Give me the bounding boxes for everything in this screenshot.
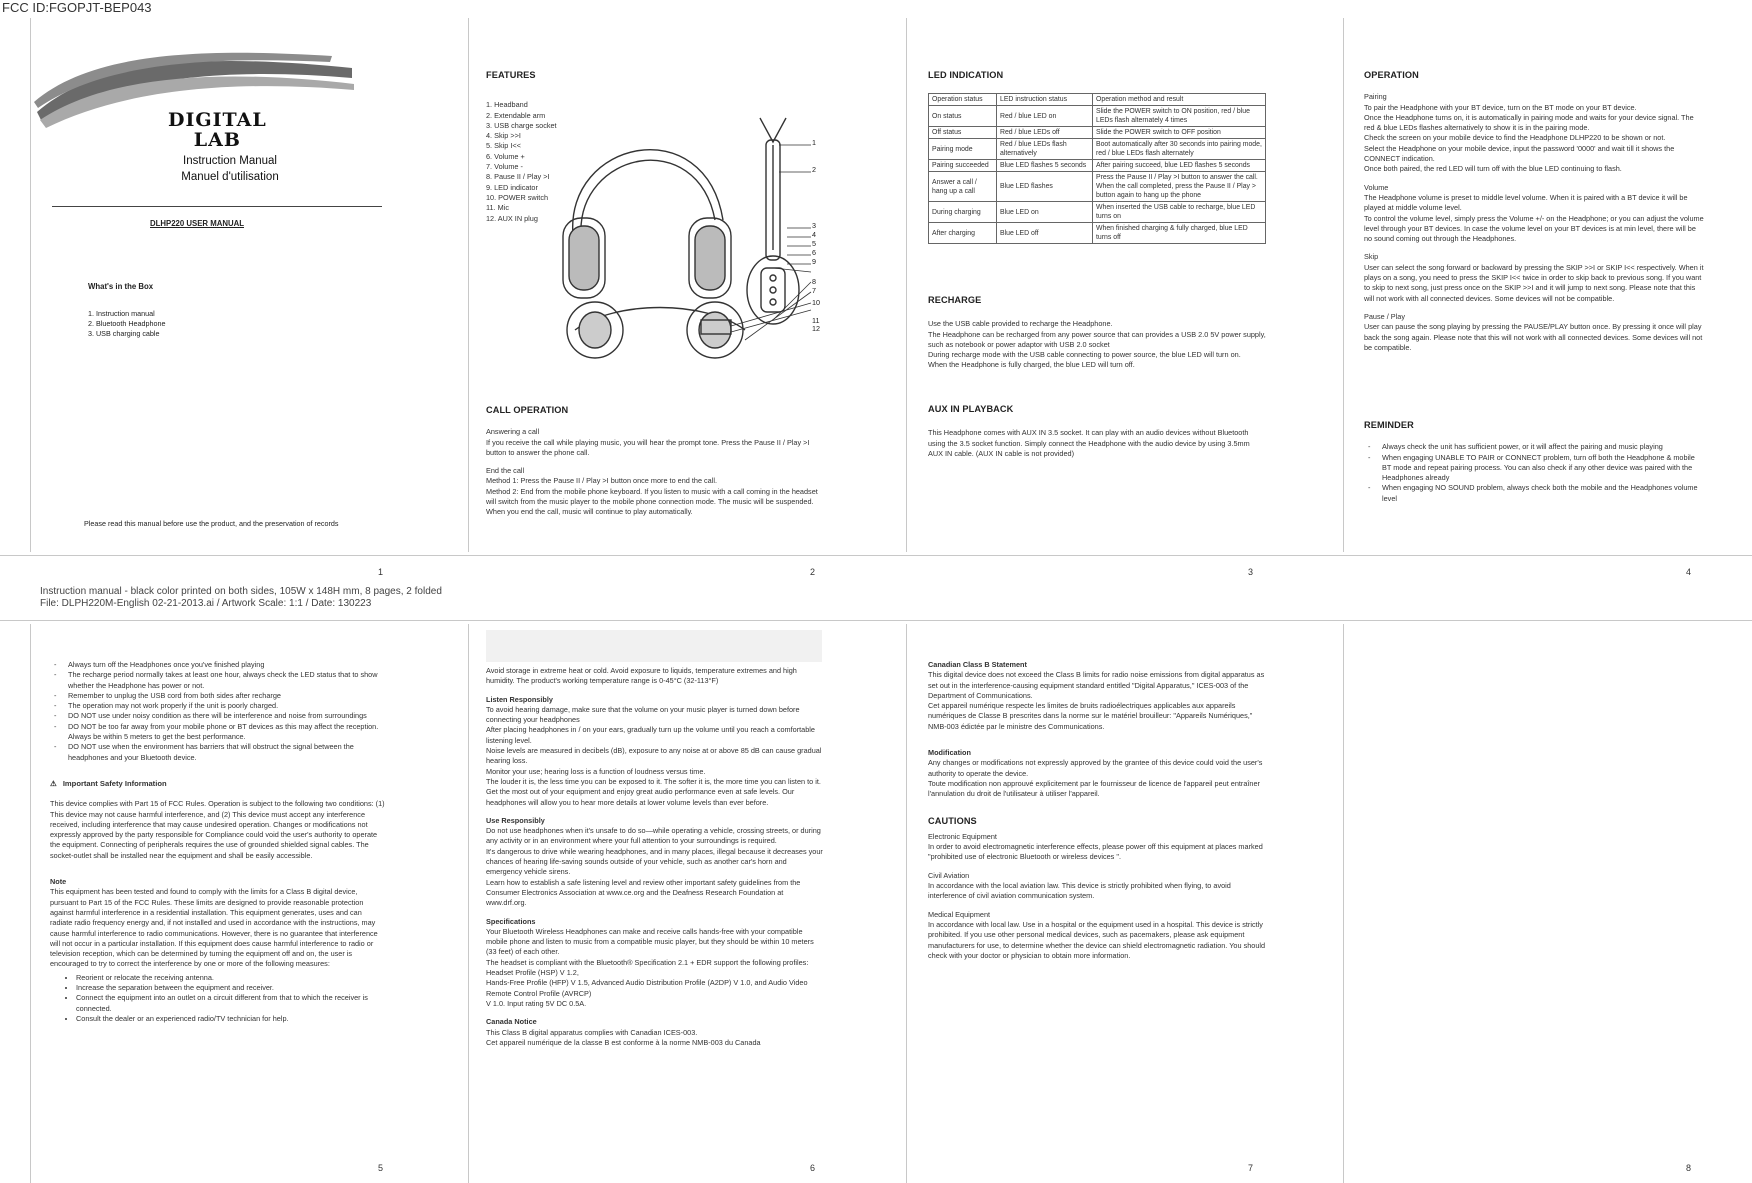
table-cell: Red / blue LED on bbox=[997, 106, 1093, 127]
note-text: This equipment has been tested and found to comply with the limits for a Class B digital device, pursuant to Part 15 of the FCC Rules. These limits are designed to provide reasonable protection against harmful interference in a residential installation. This equipment generates, uses and can radiate radio frequency energy and, if not installed and used in accordance with the instructions, may cause harmful interference to radio communications. However, there is no guarantee that interference will not occur in a particular installation. If this equipment does cause harmful interference to radio or television reception, which can be determined by turning the equipment off and on, the user is encouraged to try to correct the interference by one or more of the following measures: bbox=[50, 887, 378, 969]
table-cell: Off status bbox=[929, 127, 997, 139]
table-cell: After charging bbox=[929, 223, 997, 244]
list-item: - Always check the unit has sufficient power, or it will affect the pairing and music playing bbox=[1382, 442, 1704, 452]
use-responsibly-heading: Use Responsibly bbox=[486, 815, 545, 825]
crop-line bbox=[906, 18, 907, 552]
aux-in-text: This Headphone comes with AUX IN 3.5 socket. It can play with an audio devices without Bluetooth using the 3.5 socket function. Simply connect the Headphone with the audio device by using 3.5mm AUX IN cable. (AUX IN cable is not provided) bbox=[928, 428, 1250, 458]
medical-equipment-text: In accordance with local law. Use in a hospital or the equipment used in a hospital. This device is strictly prohibited. If you use other personal medical devices, such as pacemakers, please ask equipment manufacturers for use, to determine whether the device can shield electromagnetic radiation. You should check with your doctor or physician to obtain more information. bbox=[928, 919, 1266, 960]
modification-text: Any changes or modifications not expressly approved by the grantee of this device could void the user's authority to operate the device. bbox=[928, 758, 1263, 778]
civil-aviation-text: In accordance with the local aviation law. This device is strictly prohibited when flying, to avoid interference of civil aviation communication system. bbox=[928, 881, 1231, 901]
divider bbox=[52, 206, 382, 207]
list-item: - The recharge period normally takes at least one hour, always check the LED status that to show whether the Headphone has power or not. bbox=[68, 670, 386, 691]
recharge-text: During recharge mode with the USB cable connecting to power source, the blue LED will turn on. bbox=[928, 350, 1241, 360]
column-header: Operation status bbox=[929, 94, 997, 106]
list-item: - Always turn off the Headphones once you've finished playing bbox=[68, 660, 386, 670]
list-item: • Reorient or relocate the receiving antenna. bbox=[76, 973, 386, 983]
table-cell: Pairing succeeded bbox=[929, 160, 997, 172]
table-cell: During charging bbox=[929, 202, 997, 223]
callout-label: 6 bbox=[812, 248, 816, 257]
modification-text: Toute modification non approuvé explicitement par le fournisseur de licence de l'appareil peut entraîner l'annulation du droit de l'utilisateur à utiliser l'appareil. bbox=[928, 778, 1260, 799]
callout-label: 5 bbox=[812, 239, 816, 248]
crop-line bbox=[1343, 18, 1344, 552]
artwork-info bbox=[40, 586, 442, 610]
list-item: - DO NOT use when the environment has barriers that will obstruct the signal between the headphones and your Bluetooth device. bbox=[68, 742, 386, 763]
callout-label: 10 bbox=[812, 298, 820, 307]
table-cell: Blue LED off bbox=[997, 223, 1093, 244]
crop-line bbox=[468, 18, 469, 552]
answering-call-heading: Answering a call bbox=[486, 427, 540, 437]
fcc-id-label: FCC ID:FGOPJT-BEP043 bbox=[2, 0, 152, 15]
list-item: 2. Bluetooth Headphone bbox=[88, 319, 166, 328]
pairing-text: Once both paired, the red LED will turn off with the blue LED continuing to flash. bbox=[1364, 164, 1622, 174]
table-row bbox=[929, 223, 1266, 244]
list-item: - When engaging NO SOUND problem, always check both the mobile and the Headphones volume level bbox=[1382, 483, 1704, 504]
storage-text: Avoid storage in extreme heat or cold. Avoid exposure to liquids, temperature extremes and high humidity. The product's working temperature range is 0-45°C (32-113°F) bbox=[486, 666, 797, 686]
crop-line bbox=[30, 18, 31, 552]
column-header: Operation method and result bbox=[1093, 94, 1266, 106]
listen-text: Noise levels are measured in decibels (dB), exposure to any noise at or above 85 dB can cause gradual hearing loss. bbox=[486, 746, 822, 766]
spec-text: The headset is compliant with the Bluetooth® Specification 2.1 + EDR support the following profiles: Headset Profile (HSP) V 1.2, bbox=[486, 957, 809, 978]
brand-logo-line2: LAB bbox=[193, 129, 241, 151]
safety-heading bbox=[50, 779, 386, 789]
list-item: - When engaging UNABLE TO PAIR or CONNECT problem, turn off both the Headphone & mobile BT mode and repeat pairing process. You can also check if any other device was paired with the Headphones already bbox=[1382, 453, 1704, 484]
listen-text: Get the most out of your equipment and enjoy great audio performance even at safe levels. Our headphones will allow you to hear more details at lower volume levels than ever before. bbox=[486, 787, 795, 807]
spec-text: Hands-Free Profile (HFP) V 1.5, Advanced Audio Distribution Profile (A2DP) V 1.0, and Audio Video Remote Control Profile (AVRCP) bbox=[486, 978, 808, 998]
table-cell: Blue LED flashes bbox=[997, 172, 1093, 202]
page-number: 8 bbox=[1686, 1163, 1692, 1173]
specifications-heading: Specifications bbox=[486, 916, 536, 926]
crop-line bbox=[0, 620, 1752, 621]
recharge-heading: RECHARGE bbox=[928, 295, 982, 305]
table-cell: Red / blue LEDs off bbox=[997, 127, 1093, 139]
list-item: • Increase the separation between the equipment and receiver. bbox=[76, 983, 386, 993]
canadian-text: Cet appareil numérique respecte les limites de bruits radioélectriques applicables aux appareils numériques de Classe B prescrites dans la norme sur le matériel brouilleur: "Appareils Numériques," NMB-003 édictée par le ministre des Communications. bbox=[928, 701, 1253, 731]
list-item: 3. USB charging cable bbox=[88, 329, 160, 338]
safety-heading-text: Important Safety Information bbox=[62, 778, 167, 788]
canadian-text: This digital device does not exceed the Class B limits for radio noise emissions from digital apparatus as set out in the interference-causing equipment standard entitled "Digital Apparatus," ICES-003 of the Department of Communications. bbox=[928, 670, 1265, 700]
listen-responsibly-heading: Listen Responsibly bbox=[486, 694, 553, 704]
table-cell: After pairing succeed, blue LED flashes 5 seconds bbox=[1093, 160, 1266, 172]
callout-label: 9 bbox=[812, 257, 816, 266]
list-item: - The operation may not work properly if the unit is poorly charged. bbox=[68, 701, 386, 711]
callout-label: 7 bbox=[812, 286, 816, 295]
list-item: 7. Volume - bbox=[486, 162, 523, 172]
operation-heading: OPERATION bbox=[1364, 70, 1419, 80]
pairing-text: Check the screen on your mobile device to find the Headphone DLHP220 to be shown or not. bbox=[1364, 133, 1666, 143]
list-item: 9. LED indicator bbox=[486, 182, 538, 192]
table-cell: When finished charging & fully charged, blue LED turns off bbox=[1093, 223, 1266, 244]
list-item: 8. Pause II / Play >I bbox=[486, 172, 550, 182]
table-cell: Slide the POWER switch to ON position, red / blue LEDs flash alternately 4 times bbox=[1093, 106, 1266, 127]
page-number: 6 bbox=[810, 1163, 816, 1173]
end-call-method-2: Method 2: End from the mobile phone keyboard. If you listen to music with a call coming in the headset will switch from the music player to the mobile phone connection mode. The music will be suspended. When you end the call, music will continue to play automatically. bbox=[486, 486, 818, 517]
table-cell: Answer a call / hang up a call bbox=[929, 172, 997, 202]
cover-title bbox=[130, 153, 330, 185]
list-item: 5. Skip I<< bbox=[486, 141, 521, 151]
aux-in-heading: AUX IN PLAYBACK bbox=[928, 404, 1014, 414]
table-cell: Blue LED on bbox=[997, 202, 1093, 223]
volume-text: To control the volume level, simply press the Volume +/- on the Headphone; or you can adjust the volume level through your BT devices. In case the volume level on your BT devices is at min level, there will be no sound coming out through the Headphones. bbox=[1364, 213, 1704, 244]
brand-logo bbox=[168, 110, 267, 150]
table-cell: Blue LED flashes 5 seconds bbox=[997, 160, 1093, 172]
table-row bbox=[929, 106, 1266, 127]
use-text: Learn how to establish a safe listening level and review other important safety guidelines from the Consumer Electronics Association at www.ce.org and the Deafness Research Foundation at www.drf.org. bbox=[486, 877, 801, 908]
measures-list bbox=[50, 973, 386, 1024]
cautions-heading: CAUTIONS bbox=[928, 815, 977, 826]
volume-heading: Volume bbox=[1364, 182, 1389, 192]
box-contents-list bbox=[88, 309, 166, 339]
cover-title-fr: Manuel d'utilisation bbox=[181, 171, 279, 183]
crop-line bbox=[30, 624, 31, 1183]
recharge-text: When the Headphone is fully charged, the blue LED will turn off. bbox=[928, 360, 1135, 370]
listen-text: After placing headphones in / on your ears, gradually turn up the volume until you reach a comfortable listening level. bbox=[486, 725, 815, 745]
artwork-info-line: File: DLPH220M-English 02-21-2013.ai / Artwork Scale: 1:1 / Date: 130223 bbox=[40, 598, 372, 609]
table-row bbox=[929, 160, 1266, 172]
medical-equipment-heading: Medical Equipment bbox=[928, 909, 991, 919]
table-row bbox=[929, 139, 1266, 160]
spec-text: V 1.0. Input rating 5V DC 0.5A. bbox=[486, 998, 587, 1008]
listen-text: To avoid hearing damage, make sure that the volume on your music player is turned down before connecting your headphones bbox=[486, 704, 800, 725]
cover-title-en: Instruction Manual bbox=[183, 155, 277, 167]
pause-play-heading: Pause / Play bbox=[1364, 311, 1405, 321]
electronic-equipment-heading: Electronic Equipment bbox=[928, 831, 997, 841]
fcc-compliance-text: This device complies with Part 15 of FCC Rules. Operation is subject to the following two conditions: (1) This device may not cause harmful interference, and (2) This device must accept any interference received, including interference that may cause undesired operation. Changes or modifications not expressly approved by the party responsible for Compliance could void the user's authority to operate the equipment. Connecting of peripherals requires the use of grounded shielded signal cables. The socket-outlet shall be installed near the equipment and shall be easily accessible. bbox=[50, 799, 385, 860]
callout-label: 2 bbox=[812, 165, 816, 174]
canada-text: This Class B digital apparatus complies with Canadian ICES-003. bbox=[486, 1027, 698, 1037]
list-item: 3. USB charge socket bbox=[486, 120, 557, 130]
list-item: • Connect the equipment into an outlet on a circuit different from that to which the receiver is connected. bbox=[76, 993, 386, 1014]
table-header-row bbox=[929, 94, 1266, 106]
list-item: 12. AUX IN plug bbox=[486, 213, 538, 223]
list-item: - DO NOT be too far away from your mobile phone or BT devices as this may affect the reception. Always be within 5 meters to get the best performance. bbox=[68, 722, 386, 743]
end-call-heading: End the call bbox=[486, 466, 525, 476]
callout-label: 3 bbox=[812, 221, 816, 230]
pause-play-text: User can pause the song playing by pressing the PAUSE/PLAY button once. By pressing it once will play back the song again. Please note that this will not work with all connected devices. Some devices will not be compatible. bbox=[1364, 322, 1703, 352]
list-item: 4. Skip >>I bbox=[486, 131, 521, 141]
reminder-list bbox=[1364, 442, 1704, 504]
list-item: - DO NOT use under noisy condition as there will be interference and noise from surroundings bbox=[68, 711, 386, 721]
spec-text: Your Bluetooth Wireless Headphones can make and receive calls hands-free with your compatible mobile phone and listen to music from a compatible music player, but they should be within 10 meters (33 feet) of each other. bbox=[486, 926, 814, 957]
page-number: 3 bbox=[1248, 567, 1254, 577]
features-heading: FEATURES bbox=[486, 70, 536, 80]
use-text: Do not use headphones when it's unsafe to do so—while operating a vehicle, crossing streets, or during any activity or in an environment where your full attention to your surroundings is required. bbox=[486, 826, 821, 846]
pairing-text: Once the Headphone turns on, it is automatically in pairing mode and waits for your device signal. The red & blue LEDs flashes alternatively to show it is in the pairing mode. bbox=[1364, 112, 1694, 133]
pairing-text: Select the Headphone on your mobile device, input the password '0000' and wait till it shows the CONNECT indication. bbox=[1364, 143, 1675, 164]
callout-label: 8 bbox=[812, 277, 816, 286]
note-heading: Note bbox=[50, 877, 67, 887]
modification-heading: Modification bbox=[928, 748, 971, 758]
table-cell: Red / blue LEDs flash alternatively bbox=[997, 139, 1093, 160]
list-item: 11. Mic bbox=[486, 203, 509, 213]
whats-in-box-heading: What's in the Box bbox=[88, 282, 154, 291]
list-item: 1. Headband bbox=[486, 100, 528, 110]
crop-line bbox=[468, 624, 469, 1183]
table-row bbox=[929, 202, 1266, 223]
recharge-text: Use the USB cable provided to recharge the Headphone. bbox=[928, 319, 1113, 329]
headphone-illustration bbox=[555, 100, 815, 370]
callout-label: 12 bbox=[812, 324, 820, 333]
page-number: 5 bbox=[378, 1163, 384, 1173]
list-item: 2. Extendable arm bbox=[486, 110, 546, 120]
table-cell: Pairing mode bbox=[929, 139, 997, 160]
list-item: • Consult the dealer or an experienced radio/TV technician for help. bbox=[76, 1014, 386, 1024]
page-number: 7 bbox=[1248, 1163, 1254, 1173]
brand-logo-line1: DIGITAL bbox=[168, 109, 267, 131]
skip-text: User can select the song forward or backward by pressing the SKIP >>I or SKIP I<< respectively. When it plays on a song, you need to press the SKIP I<< twice in order to skip back to previous song. If you want to skip to next song, just press once on the SKIP >>I and it will jump to next song. Please note that this will not work with all connected devices. Some devices will not be compatible. bbox=[1364, 262, 1704, 303]
page-number: 2 bbox=[810, 567, 816, 577]
canada-notice-heading: Canada Notice bbox=[486, 1017, 537, 1027]
list-item: 6. Volume + bbox=[486, 151, 525, 161]
crop-line bbox=[1343, 624, 1344, 1183]
table-cell: Boot automatically after 30 seconds into pairing mode, red / blue LEDs flash alternately bbox=[1093, 139, 1266, 160]
canadian-class-b-heading: Canadian Class B Statement bbox=[928, 660, 1027, 669]
column-header: LED instruction status bbox=[997, 94, 1093, 106]
listen-text: The louder it is, the less time you can be exposed to it. The softer it is, the more time you can listen to it. bbox=[486, 776, 821, 786]
led-indication-table bbox=[928, 93, 1266, 244]
table-cell: When inserted the USB cable to recharge, blue LED turns on bbox=[1093, 202, 1266, 223]
skip-heading: Skip bbox=[1364, 252, 1379, 262]
pairing-text: To pair the Headphone with your BT device, turn on the BT mode on your BT device. bbox=[1364, 102, 1637, 112]
answering-call-text: If you receive the call while playing music, you will hear the prompt tone. Press the Pause II / Play >I button to answer the phone call. bbox=[486, 437, 810, 457]
listen-text: Monitor your use; hearing loss is a function of loudness versus time. bbox=[486, 766, 706, 776]
pairing-heading: Pairing bbox=[1364, 92, 1387, 102]
volume-text: The Headphone volume is preset to middle level volume. When it is paired with a BT device it will be played at middle volume level. bbox=[1364, 192, 1688, 213]
use-text: It's dangerous to drive while wearing headphones, and in many places, illegal because it decreases your chances of hearing life-saving sounds outside of your vehicle, such as another car's horn and emergency vehicle sirens. bbox=[486, 846, 823, 877]
list-item: - Remember to unplug the USB cord from both sides after recharge bbox=[68, 691, 386, 701]
manual-name: DLHP220 USER MANUAL bbox=[150, 219, 245, 228]
blank-panel bbox=[486, 630, 822, 662]
page-number: 4 bbox=[1686, 567, 1692, 577]
table-cell: On status bbox=[929, 106, 997, 127]
civil-aviation-heading: Civil Aviation bbox=[928, 870, 970, 880]
electronic-equipment-text: In order to avoid electromagnetic interference effects, please power off this equipment at places marked "prohibited use of electronic Bluetooth or wireless devices ". bbox=[928, 842, 1263, 862]
warning-icon: ⚠ bbox=[50, 778, 57, 788]
reminder-heading: REMINDER bbox=[1364, 420, 1414, 430]
usage-tips-list bbox=[50, 660, 386, 763]
led-indication-heading: LED INDICATION bbox=[928, 70, 1004, 80]
crop-line bbox=[906, 624, 907, 1183]
table-cell: Press the Pause II / Play >I button to answer the call. When the call completed, press the Pause II / Play > button again to hang up the phone bbox=[1093, 172, 1266, 202]
callout-label: 4 bbox=[812, 230, 816, 239]
table-row bbox=[929, 127, 1266, 139]
recharge-text: The Headphone can be recharged from any power source that can provides a USB 2.0 5V power supply, such as notebook or power adaptor with USB 2.0 socket bbox=[928, 329, 1266, 349]
callout-label: 1 bbox=[812, 138, 816, 147]
table-cell: Slide the POWER switch to OFF position bbox=[1093, 127, 1266, 139]
end-call-method-1: Method 1: Press the Pause II / Play >I button once more to end the call. bbox=[486, 476, 717, 486]
cover-footer-note: Please read this manual before use the product, and the preservation of records bbox=[84, 519, 339, 528]
page-number: 1 bbox=[378, 567, 384, 577]
list-item: 1. Instruction manual bbox=[88, 309, 155, 318]
list-item: 10. POWER switch bbox=[486, 192, 549, 202]
callout-label: 11 bbox=[812, 316, 820, 325]
artwork-info-line: Instruction manual - black color printed on both sides, 105W x 148H mm, 8 pages, 2 folded bbox=[40, 586, 442, 597]
crop-line bbox=[0, 555, 1752, 556]
call-operation-heading: CALL OPERATION bbox=[486, 405, 569, 415]
canada-text: Cet appareil numérique de la classe B est conforme à la norme NMB-003 du Canada bbox=[486, 1037, 761, 1047]
table-row bbox=[929, 172, 1266, 202]
